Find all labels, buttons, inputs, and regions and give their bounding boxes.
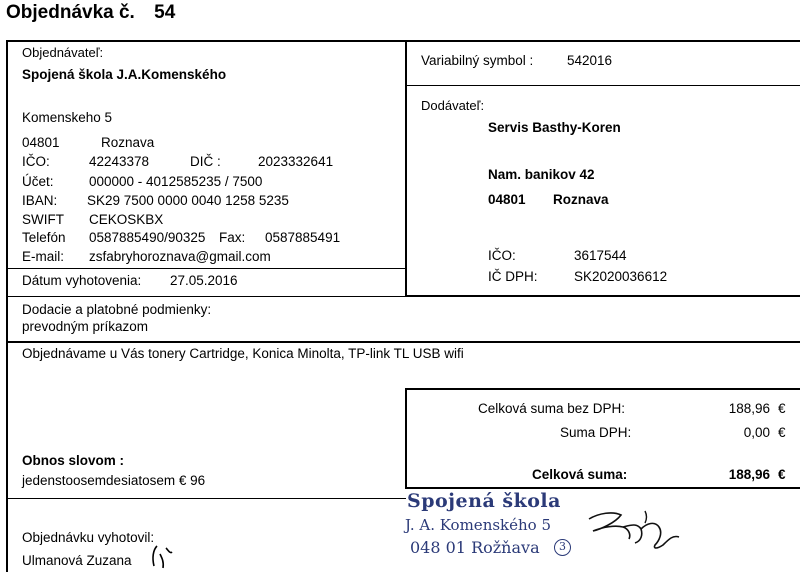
- buyer-dic: 2023332641: [258, 154, 334, 169]
- grand-total-currency: €: [778, 467, 786, 482]
- amount-words: jedenstoosemdesiatosem € 96: [22, 473, 206, 488]
- supplier-name: Servis Basthy-Koren: [488, 120, 621, 135]
- stamp-line-1: Spojená škola: [407, 490, 561, 512]
- buyer-dic-label: DIČ :: [190, 154, 221, 169]
- buyer-city: Roznava: [101, 135, 155, 150]
- column-divider-line: [405, 40, 407, 295]
- supplier-box-bottom: [405, 295, 800, 297]
- stamp-line-2: J. A. Komenského 5: [405, 516, 552, 534]
- order-text-divider: [6, 341, 800, 343]
- supplier-ico-label: IČO:: [488, 248, 516, 263]
- buyer-zip: 04801: [22, 135, 60, 150]
- buyer-ico: 42243378: [89, 154, 150, 169]
- grand-total-value: 188,96: [728, 467, 770, 482]
- net-total-value: 188,96: [728, 401, 770, 416]
- date-box-divider: [6, 296, 406, 297]
- order-text: Objednávame u Vás tonery Cartridge, Konica Minolta, TP-link TL USB wifi: [22, 346, 464, 361]
- buyer-iban: SK29 7500 0000 0040 1258 5235: [87, 193, 289, 208]
- words-box-divider: [6, 498, 406, 499]
- variable-symbol: 542016: [567, 53, 613, 68]
- stamp-number: 3: [554, 539, 571, 556]
- issued-by-label: Objednávku vyhotovil:: [22, 530, 155, 545]
- document-title: [6, 2, 175, 24]
- issue-date-label: Dátum vyhotovenia:: [22, 273, 142, 288]
- buyer-box-divider: [6, 268, 406, 269]
- grand-total-label: Celková suma:: [532, 467, 628, 482]
- amount-words-label: Obnos slovom :: [22, 453, 125, 468]
- variable-symbol-divider: [405, 85, 800, 86]
- buyer-phone-label: Telefón: [22, 230, 66, 245]
- supplier-heading: Dodávateľ:: [421, 98, 485, 113]
- issued-by-name: Ulmanová Zuzana: [22, 553, 132, 568]
- buyer-email: zsfabryhoroznava@gmail.com: [89, 249, 271, 264]
- issue-date: 27.05.2016: [170, 273, 238, 288]
- net-total-currency: €: [778, 401, 786, 416]
- supplier-street: Nam. banikov 42: [488, 167, 595, 182]
- order-number: 54: [154, 2, 176, 23]
- variable-symbol-label: Variabilný symbol :: [421, 53, 534, 68]
- buyer-iban-label: IBAN:: [22, 193, 58, 208]
- supplier-city: Roznava: [553, 192, 609, 207]
- buyer-phone: 0587885490/90325: [89, 230, 206, 245]
- supplier-ico: 3617544: [574, 248, 627, 263]
- totals-box-top: [405, 388, 800, 390]
- vat-currency: €: [778, 425, 786, 440]
- buyer-account-label: Účet:: [22, 174, 54, 189]
- buyer-swift-label: SWIFT: [22, 212, 64, 227]
- buyer-account: 000000 - 4012585235 / 7500: [89, 174, 263, 189]
- title-label: Objednávka č.: [6, 2, 135, 23]
- frame-top-line: [6, 40, 800, 42]
- buyer-name: Spojená škola J.A.Komenského: [22, 67, 227, 82]
- vat-value: 0,00: [743, 425, 770, 440]
- buyer-fax: 0587885491: [265, 230, 341, 245]
- terms-value: prevodným príkazom: [22, 319, 149, 334]
- signature: [585, 505, 695, 553]
- stamp-line-3: 048 01 Rožňava: [410, 538, 540, 557]
- totals-box-bottom: [405, 487, 800, 489]
- buyer-ico-label: IČO:: [22, 154, 50, 169]
- supplier-zip: 04801: [488, 192, 526, 207]
- terms-label: Dodacie a platobné podmienky:: [22, 302, 212, 317]
- buyer-street: Komenskeho 5: [22, 110, 113, 125]
- supplier-icdph: SK2020036612: [574, 269, 668, 284]
- net-total-label: Celková suma bez DPH:: [478, 401, 626, 416]
- buyer-fax-label: Fax:: [219, 230, 246, 245]
- vat-label: Suma DPH:: [560, 425, 632, 440]
- frame-left-line: [6, 40, 8, 572]
- buyer-heading: Objednávateľ:: [22, 45, 104, 60]
- supplier-icdph-label: IČ DPH:: [488, 269, 538, 284]
- totals-box-left: [405, 388, 407, 488]
- buyer-email-label: E-mail:: [22, 249, 65, 264]
- buyer-swift: CEKOSKBX: [89, 212, 164, 227]
- initials-signature: [148, 540, 180, 570]
